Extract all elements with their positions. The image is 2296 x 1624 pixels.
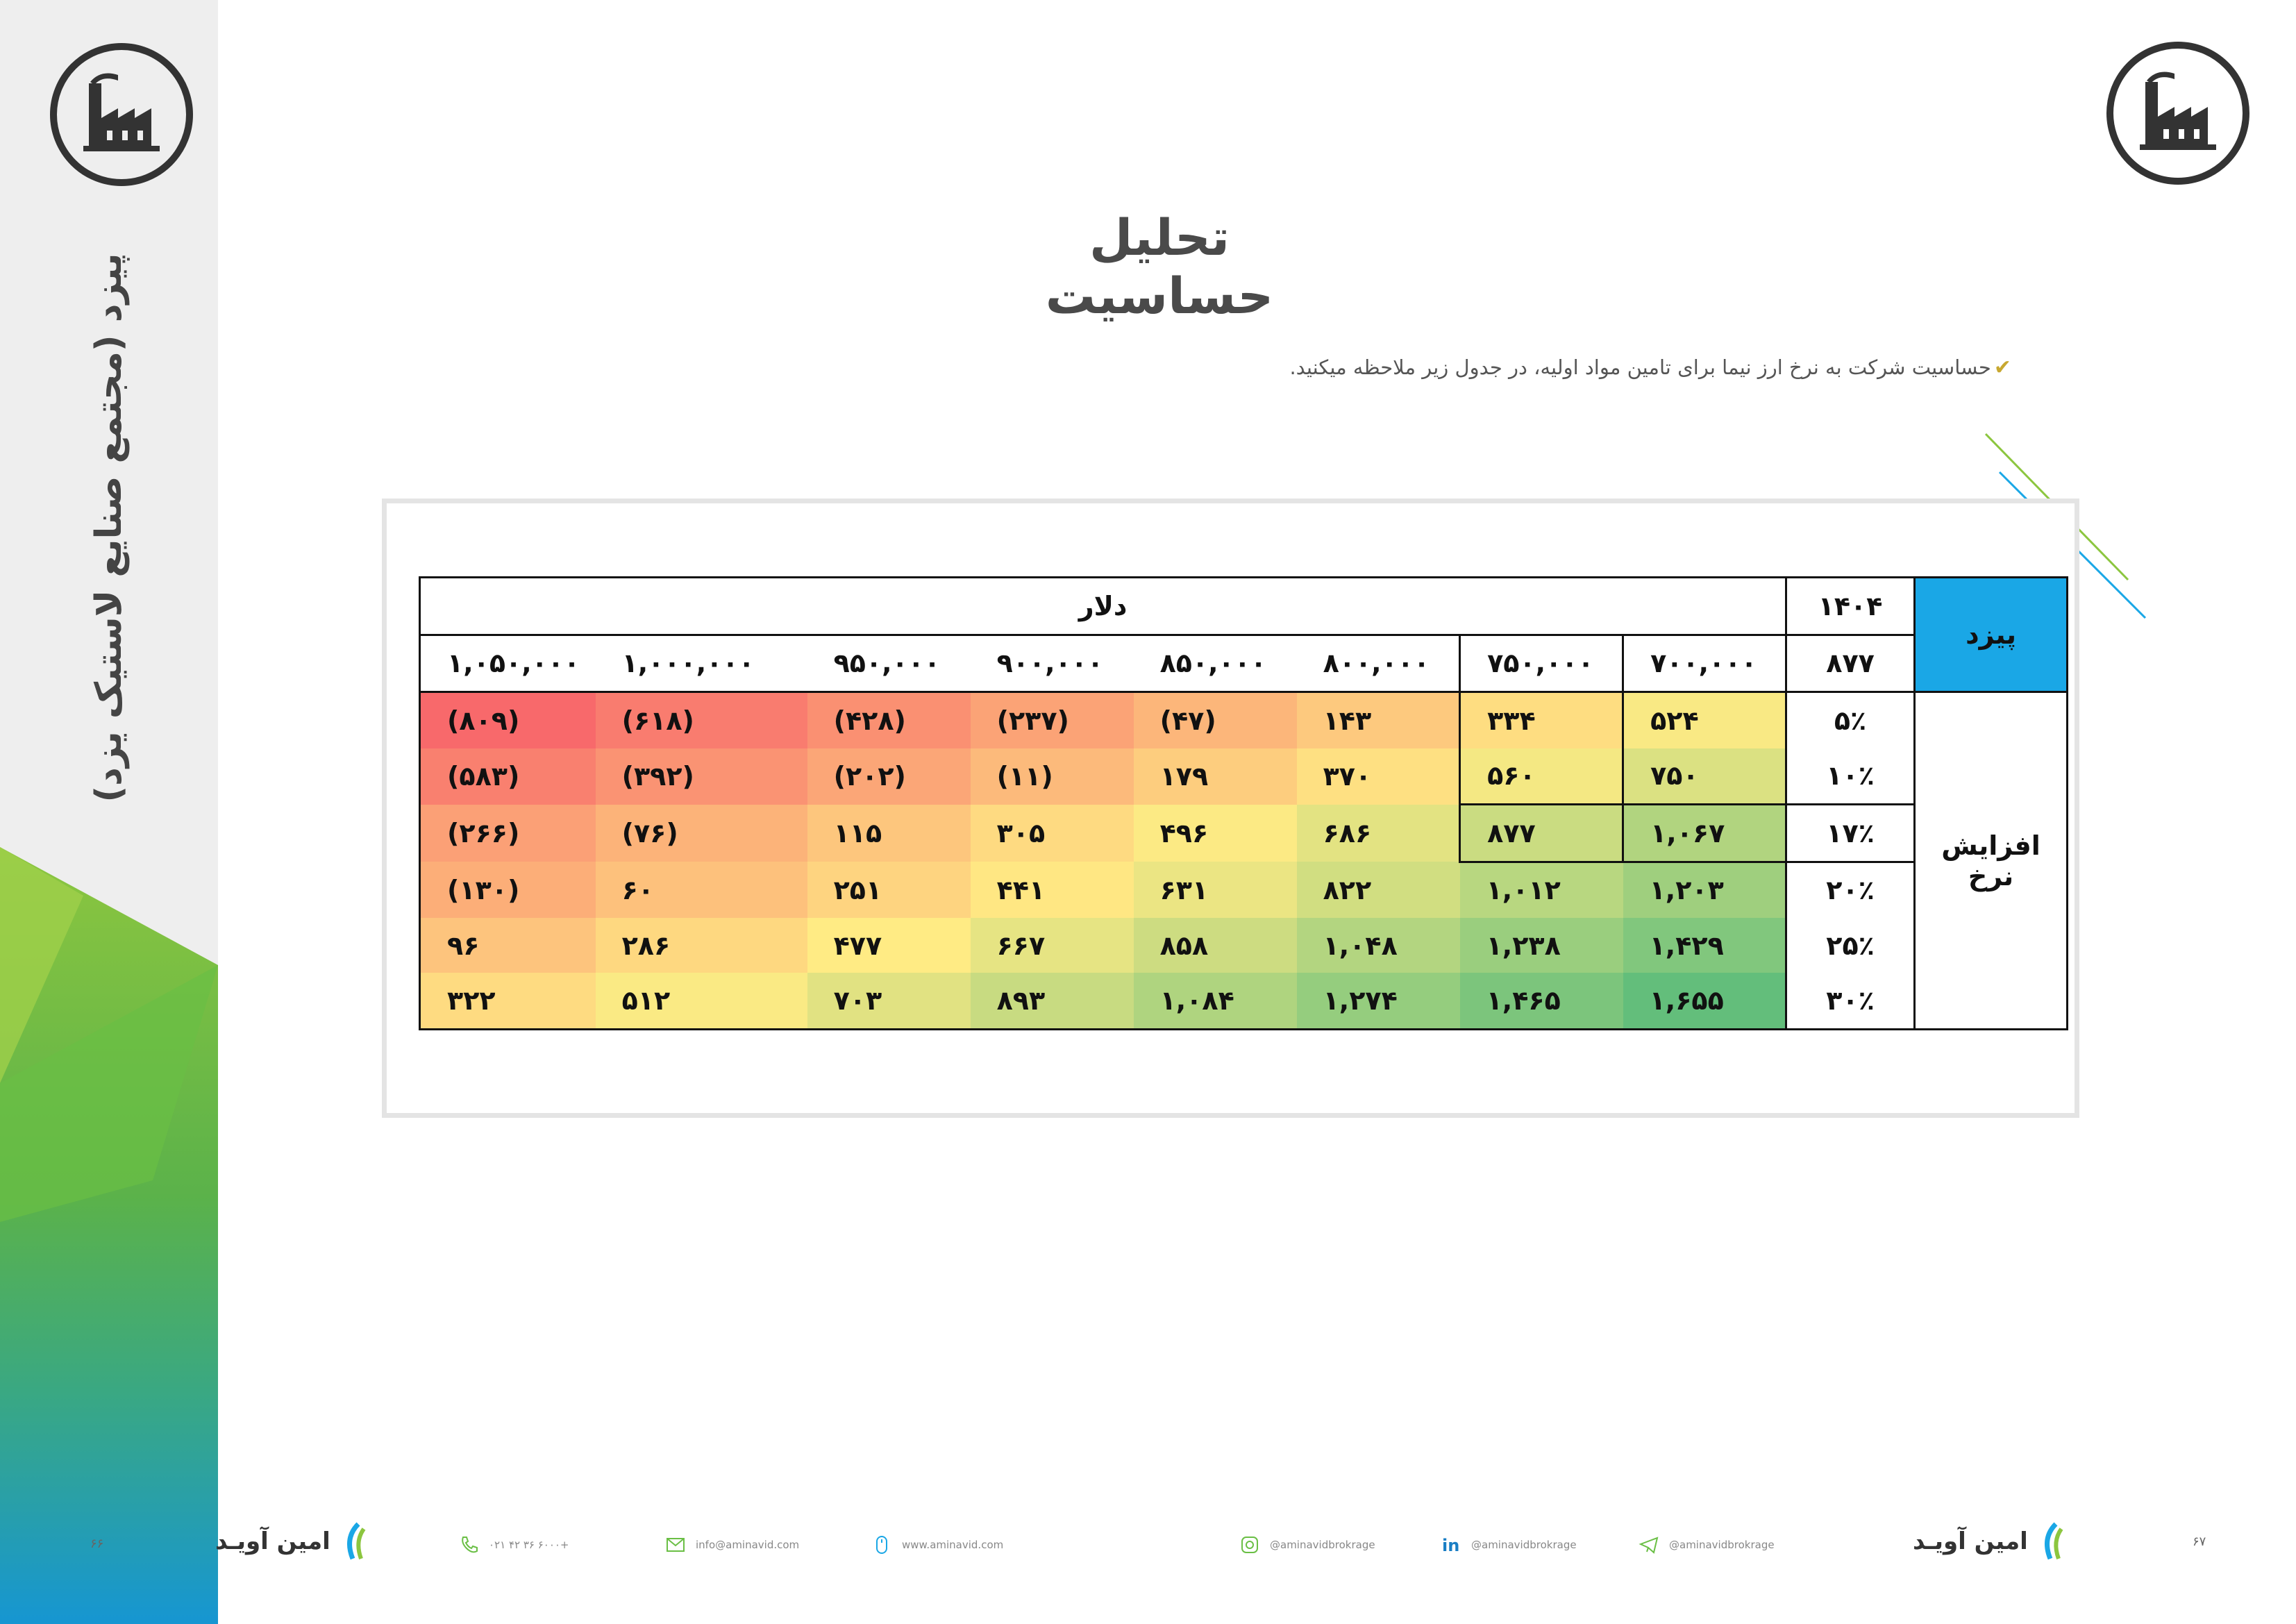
row-label: ۳۰٪ bbox=[1786, 973, 1915, 1029]
factory-logo-icon-right bbox=[2105, 40, 2251, 186]
table-cell: ۶۸۶ bbox=[1297, 805, 1460, 862]
table-row bbox=[420, 692, 2068, 748]
row-label: ۱۷٪ bbox=[1786, 805, 1915, 862]
column-header: ۹۰۰,۰۰۰ bbox=[971, 635, 1134, 692]
table-cell: (۲۳۷) bbox=[971, 692, 1134, 748]
intro-text bbox=[1289, 355, 2011, 380]
footer-phone bbox=[458, 1534, 569, 1555]
table-cell: (۳۹۲) bbox=[596, 748, 807, 805]
phone-text: ۰۲۱ ۴۲ ۳۶ ۶۰۰۰+ bbox=[489, 1539, 569, 1551]
table-cell: (۲۶۶) bbox=[420, 805, 596, 862]
table-cell: ۸۷۷ bbox=[1460, 805, 1623, 862]
column-header: ۷۰۰,۰۰۰ bbox=[1623, 635, 1786, 692]
footer-email[interactable] bbox=[665, 1534, 799, 1555]
base-value-cell: ۸۷۷ bbox=[1786, 635, 1915, 692]
factory-logo-icon bbox=[49, 42, 194, 187]
row-label: ۲۵٪ bbox=[1786, 918, 1915, 973]
brand-name: امین آویـد bbox=[1913, 1527, 2028, 1555]
table-cell: ۱,۲۰۳ bbox=[1623, 862, 1786, 918]
currency-label: دلار bbox=[420, 578, 1786, 635]
table-cell: ۳۷۰ bbox=[1297, 748, 1460, 805]
symbol-cell: پیزد bbox=[1915, 578, 2068, 692]
table-cell: ۴۷۷ bbox=[807, 918, 971, 973]
table-cell: (۱۳۰) bbox=[420, 862, 596, 918]
brand-left bbox=[215, 1521, 372, 1562]
instagram-icon bbox=[1239, 1534, 1260, 1555]
table-cell: ۱,۲۷۴ bbox=[1297, 973, 1460, 1029]
table-cell: ۲۸۶ bbox=[596, 918, 807, 973]
table-cell: ۱۱۵ bbox=[807, 805, 971, 862]
table-cell: (۲۰۲) bbox=[807, 748, 971, 805]
column-header: ۸۰۰,۰۰۰ bbox=[1297, 635, 1460, 692]
table-cell: ۵۶۰ bbox=[1460, 748, 1623, 805]
table-cell: ۳۰۵ bbox=[971, 805, 1134, 862]
mouse-icon bbox=[871, 1534, 892, 1555]
column-header: ۱,۰۵۰,۰۰۰ bbox=[420, 635, 596, 692]
table-cell: ۷۵۰ bbox=[1623, 748, 1786, 805]
sidebar bbox=[0, 0, 218, 1624]
phone-icon bbox=[458, 1534, 479, 1555]
table-cell: ۱۷۹ bbox=[1134, 748, 1297, 805]
sidebar-decoration bbox=[0, 0, 218, 1624]
table-cell: (۸۰۹) bbox=[420, 692, 596, 748]
table-row bbox=[420, 805, 2068, 862]
table-cell: (۱۱) bbox=[971, 748, 1134, 805]
brand-right bbox=[1913, 1521, 2070, 1562]
brand-name: امین آویـد bbox=[215, 1527, 330, 1555]
table-cell: (۶۱۸) bbox=[596, 692, 807, 748]
table-cell: ۱,۶۵۵ bbox=[1623, 973, 1786, 1029]
table-cell: ۸۵۸ bbox=[1134, 918, 1297, 973]
linkedin-text[interactable]: @aminavidbrokrage bbox=[1471, 1539, 1577, 1551]
table-row bbox=[420, 918, 2068, 973]
footer-instagram[interactable] bbox=[1239, 1534, 1375, 1555]
footer-linkedin[interactable] bbox=[1441, 1534, 1577, 1555]
column-header: ۸۵۰,۰۰۰ bbox=[1134, 635, 1297, 692]
table-cell: ۳۲۲ bbox=[420, 973, 596, 1029]
table-cell: ۶۰ bbox=[596, 862, 807, 918]
linkedin-icon bbox=[1441, 1534, 1461, 1555]
telegram-icon bbox=[1639, 1534, 1659, 1555]
table-cell: ۱,۴۶۵ bbox=[1460, 973, 1623, 1029]
table-row bbox=[420, 973, 2068, 1029]
sidebar-title: پیزد (مجتمع صنایع لاستیک یزد) bbox=[88, 253, 130, 803]
page-title: تحلیل حساسیت bbox=[1045, 208, 1274, 325]
table-cell: (۵۸۳) bbox=[420, 748, 596, 805]
table-cell: ۶۶۷ bbox=[971, 918, 1134, 973]
table-cell: ۴۹۶ bbox=[1134, 805, 1297, 862]
page-number-left: ۶۶ bbox=[90, 1537, 104, 1551]
brand-logo-icon bbox=[2035, 1521, 2070, 1562]
column-header: ۹۵۰,۰۰۰ bbox=[807, 635, 971, 692]
page-number-right: ۶۷ bbox=[2193, 1534, 2206, 1549]
svg-text:in: in bbox=[1442, 1536, 1460, 1555]
table-cell: ۸۲۲ bbox=[1297, 862, 1460, 918]
row-label: ۱۰٪ bbox=[1786, 748, 1915, 805]
row-label: ۲۰٪ bbox=[1786, 862, 1915, 918]
table-cell: (۷۶) bbox=[596, 805, 807, 862]
intro-text-body: حساسیت شرکت به نرخ ارز نیما برای تامین مواد اولیه، در جدول زیر ملاحظه میکنید. bbox=[1289, 355, 1991, 379]
table-cell: ۶۳۱ bbox=[1134, 862, 1297, 918]
table-cell: ۱,۰۶۷ bbox=[1623, 805, 1786, 862]
table-cell: ۵۲۴ bbox=[1623, 692, 1786, 748]
table-cell: ۵۱۲ bbox=[596, 973, 807, 1029]
table-cell: ۳۳۴ bbox=[1460, 692, 1623, 748]
table-cell: ۱,۰۴۸ bbox=[1297, 918, 1460, 973]
brand-logo-icon bbox=[337, 1521, 372, 1562]
column-header: ۱,۰۰۰,۰۰۰ bbox=[596, 635, 807, 692]
telegram-text[interactable]: @aminavidbrokrage bbox=[1669, 1539, 1775, 1551]
checkmark-icon: ✔ bbox=[1993, 355, 2011, 380]
table-cell: ۱,۰۸۴ bbox=[1134, 973, 1297, 1029]
year-cell: ۱۴۰۴ bbox=[1786, 578, 1915, 635]
row-label: ۵٪ bbox=[1786, 692, 1915, 748]
table-cell: ۴۴۱ bbox=[971, 862, 1134, 918]
table-cell: ۷۰۳ bbox=[807, 973, 971, 1029]
table-cell: ۱,۲۳۸ bbox=[1460, 918, 1623, 973]
website-text[interactable]: www.aminavid.com bbox=[902, 1539, 1004, 1551]
instagram-text[interactable]: @aminavidbrokrage bbox=[1270, 1539, 1375, 1551]
table-row bbox=[420, 748, 2068, 805]
table-row bbox=[420, 862, 2068, 918]
table-cell: ۸۹۳ bbox=[971, 973, 1134, 1029]
mail-icon bbox=[665, 1534, 686, 1555]
table-cell: ۱,۴۲۹ bbox=[1623, 918, 1786, 973]
email-text[interactable]: info@aminavid.com bbox=[696, 1539, 800, 1551]
table-cell: ۲۵۱ bbox=[807, 862, 971, 918]
table-cell: ۹۶ bbox=[420, 918, 596, 973]
footer-website[interactable] bbox=[871, 1534, 1003, 1555]
row-group-label: افزایش نرخ bbox=[1915, 692, 2068, 1030]
table-cell: (۴۷) bbox=[1134, 692, 1297, 748]
table-cell: (۴۲۸) bbox=[807, 692, 971, 748]
column-header: ۷۵۰,۰۰۰ bbox=[1460, 635, 1623, 692]
sensitivity-table bbox=[419, 576, 2068, 1030]
table-cell: ۱۴۳ bbox=[1297, 692, 1460, 748]
footer-telegram[interactable] bbox=[1639, 1534, 1775, 1555]
table-cell: ۱,۰۱۲ bbox=[1460, 862, 1623, 918]
